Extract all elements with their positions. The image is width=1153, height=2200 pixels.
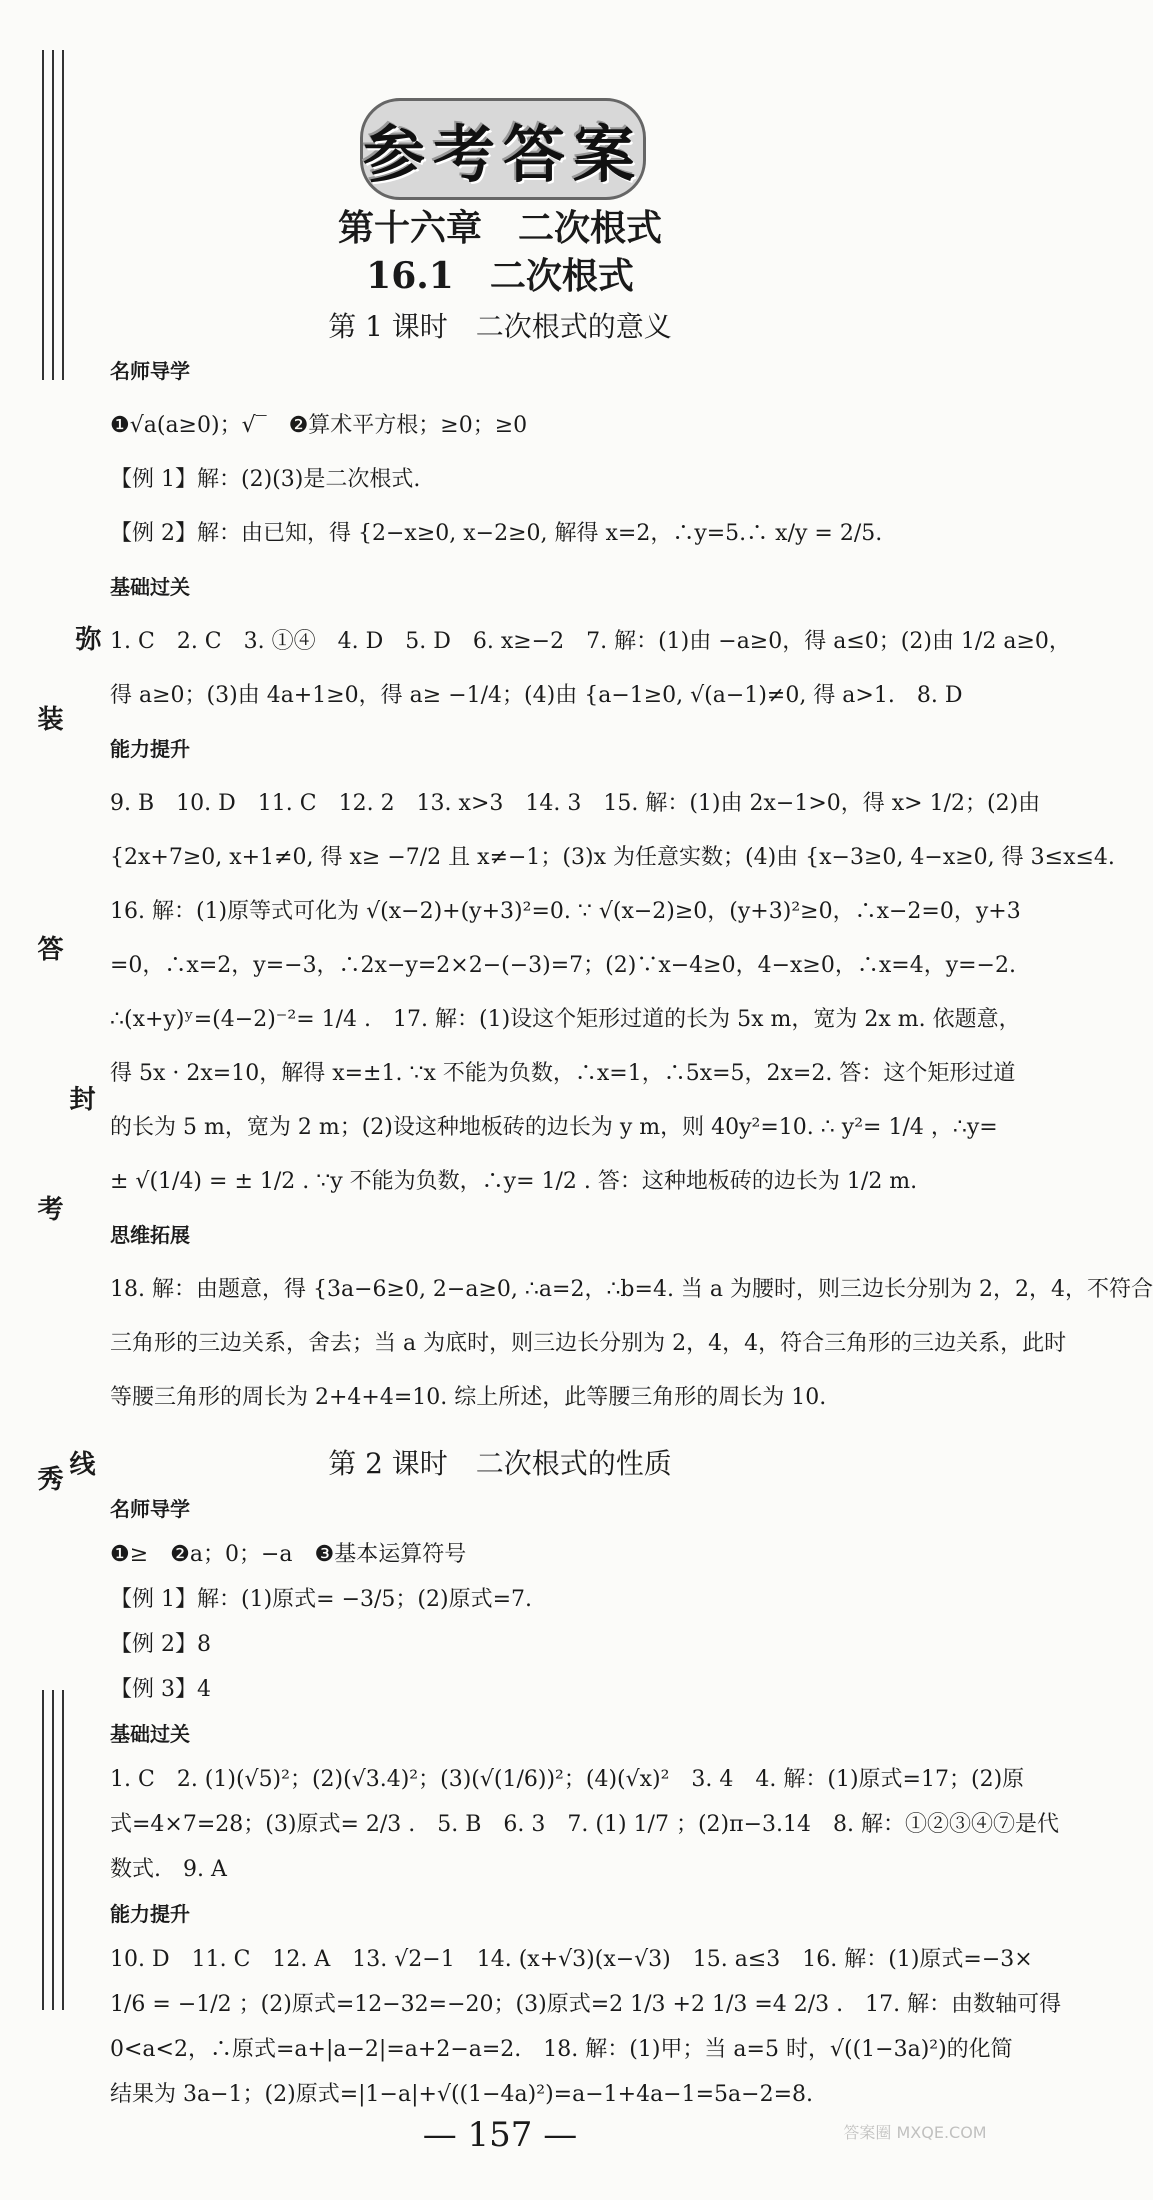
answer-line: ∴(x+y)ʸ=(4−2)⁻²= 1/4 . 17. 解：(1)设这个矩形过道的长为 5x m，宽为 2x m. 依题意，	[110, 1007, 1021, 1032]
answer-line: 1. C 2. (1)(√5)²；(2)(√3.4)²；(3)(√(1/6))²；(4)(√x)² 3. 4 4. 解：(1)原式=17；(2)原	[110, 1767, 1025, 1792]
answer-line: ± √(1/4) = ± 1/2 . ∵y 不能为负数，∴y= 1/2 . 答：这种地板砖的边长为 1/2 m.	[110, 1169, 918, 1194]
answer-line: 18. 解：由题意，得 {3a−6≥0, 2−a≥0, ∴a=2，∴b=4. 当 a 为腰时，则三边长分别为 2，2，4，不符合	[110, 1277, 1153, 1302]
lesson-2-title: 第 2 课时 二次根式的性质	[328, 1447, 672, 1480]
answer-line: 10. D 11. C 12. A 13. √2−1 14. (x+√3)(x−√3) 15. a≤3 16. 解：(1)原式=−3×	[110, 1947, 1033, 1972]
subsection-heading: 能力提升	[110, 1902, 190, 1926]
section-title: 16.1 二次根式	[366, 255, 634, 297]
subsection-heading: 名师导学	[110, 1497, 190, 1521]
side-char: 封	[65, 1085, 95, 1111]
answer-line: 数式. 9. A	[110, 1857, 227, 1882]
subsection-heading: 基础过关	[110, 1722, 190, 1746]
answer-line: =0，∴x=2，y=−3，∴2x−y=2×2−(−3)=7；(2)∵x−4≥0，4−x≥0，∴x=4，y=−2.	[110, 953, 1016, 978]
side-char: 考	[33, 1195, 63, 1221]
binding-line-6	[62, 1690, 64, 2010]
lesson-1-title: 第 1 课时 二次根式的意义	[328, 310, 672, 343]
side-char: 装	[33, 705, 63, 731]
answer-line: 【例 2】8	[110, 1632, 211, 1657]
chapter-title: 第十六章 二次根式	[337, 207, 662, 249]
subsection-heading: 思维拓展	[110, 1223, 190, 1247]
answer-line: 9. B 10. D 11. C 12. 2 13. x>3 14. 3 15. 解：(1)由 2x−1>0，得 x> 1/2；(2)由	[110, 791, 1041, 816]
answer-line: 【例 1】解：(1)原式= −3/5；(2)原式=7.	[110, 1587, 533, 1612]
site-watermark: 答案圈 MXQE.COM	[843, 2123, 987, 2142]
side-char: 弥	[71, 625, 101, 651]
answer-line: 结果为 3a−1；(2)原式=|1−a|+√((1−4a)²)=a−1+4a−1=5a−2=8.	[110, 2082, 814, 2107]
subsection-heading: 能力提升	[110, 737, 190, 761]
answer-line: 式=4×7=28；(3)原式= 2/3 . 5. B 6. 3 7. (1) 1/7 ；(2)π−3.14 8. 解：①②③④⑦是代	[110, 1812, 1059, 1837]
answer-line: 16. 解：(1)原等式可化为 √(x−2)+(y+3)²=0. ∵ √(x−2)≥0，(y+3)²≥0，∴x−2=0，y+3	[110, 899, 1021, 924]
answer-line: 【例 3】4	[110, 1677, 211, 1702]
side-char: 秀	[33, 1465, 63, 1491]
side-char: 线	[65, 1450, 95, 1476]
answer-line: 得 a≥0；(3)由 4a+1≥0，得 a≥ −1/4；(4)由 {a−1≥0, √(a−1)≠0, 得 a>1. 8. D	[110, 683, 963, 708]
page-number: — 157 —	[422, 2115, 578, 2155]
answer-line: 1/6 = −1/2 ；(2)原式=12−32=−20；(3)原式=2 1/3 +2 1/3 =4 2/3 . 17. 解：由数轴可得	[110, 1992, 1062, 2017]
answer-line: 等腰三角形的周长为 2+4+4=10. 综上所述，此等腰三角形的周长为 10.	[110, 1385, 827, 1410]
answer-key-badge: 参考答案	[360, 98, 646, 200]
binding-line-5	[52, 1690, 54, 2010]
answer-line: 得 5x · 2x=10，解得 x=±1. ∵x 不能为负数，∴x=1，∴5x=5，2x=2. 答：这个矩形过道	[110, 1061, 1016, 1086]
answer-line: 0<a<2，∴原式=a+|a−2|=a+2−a=2. 18. 解：(1)甲；当 a=5 时，√((1−3a)²)的化简	[110, 2037, 1013, 2062]
answer-line: 【例 2】解：由已知，得 {2−x≥0, x−2≥0, 解得 x=2，∴y=5.∴ x/y = 2/5.	[110, 521, 883, 546]
side-char: 答	[33, 935, 63, 961]
answer-line: ❶√a(a≥0)；√‾ ❷算术平方根；≥0；≥0	[110, 413, 528, 438]
answer-line: 三角形的三边关系，舍去；当 a 为底时，则三边长分别为 2，4，4，符合三角形的三边关系，此时	[110, 1331, 1067, 1356]
binding-line-4	[42, 1690, 44, 2010]
answer-line: 1. C 2. C 3. ①④ 4. D 5. D 6. x≥−2 7. 解：(1)由 −a≥0，得 a≤0；(2)由 1/2 a≥0，	[110, 629, 1071, 654]
answer-line: 【例 1】解：(2)(3)是二次根式.	[110, 467, 421, 492]
subsection-heading: 基础过关	[110, 575, 190, 599]
answer-line: {2x+7≥0, x+1≠0, 得 x≥ −7/2 且 x≠−1；(3)x 为任意实数；(4)由 {x−3≥0, 4−x≥0, 得 3≤x≤4.	[110, 845, 1115, 870]
answer-line: ❶≥ ❷a；0；−a ❸基本运算符号	[110, 1542, 467, 1567]
subsection-heading: 名师导学	[110, 359, 190, 383]
answer-line: 的长为 5 m，宽为 2 m；(2)设这种地板砖的边长为 y m，则 40y²=10. ∴ y²= 1/4 ，∴y=	[110, 1115, 998, 1140]
